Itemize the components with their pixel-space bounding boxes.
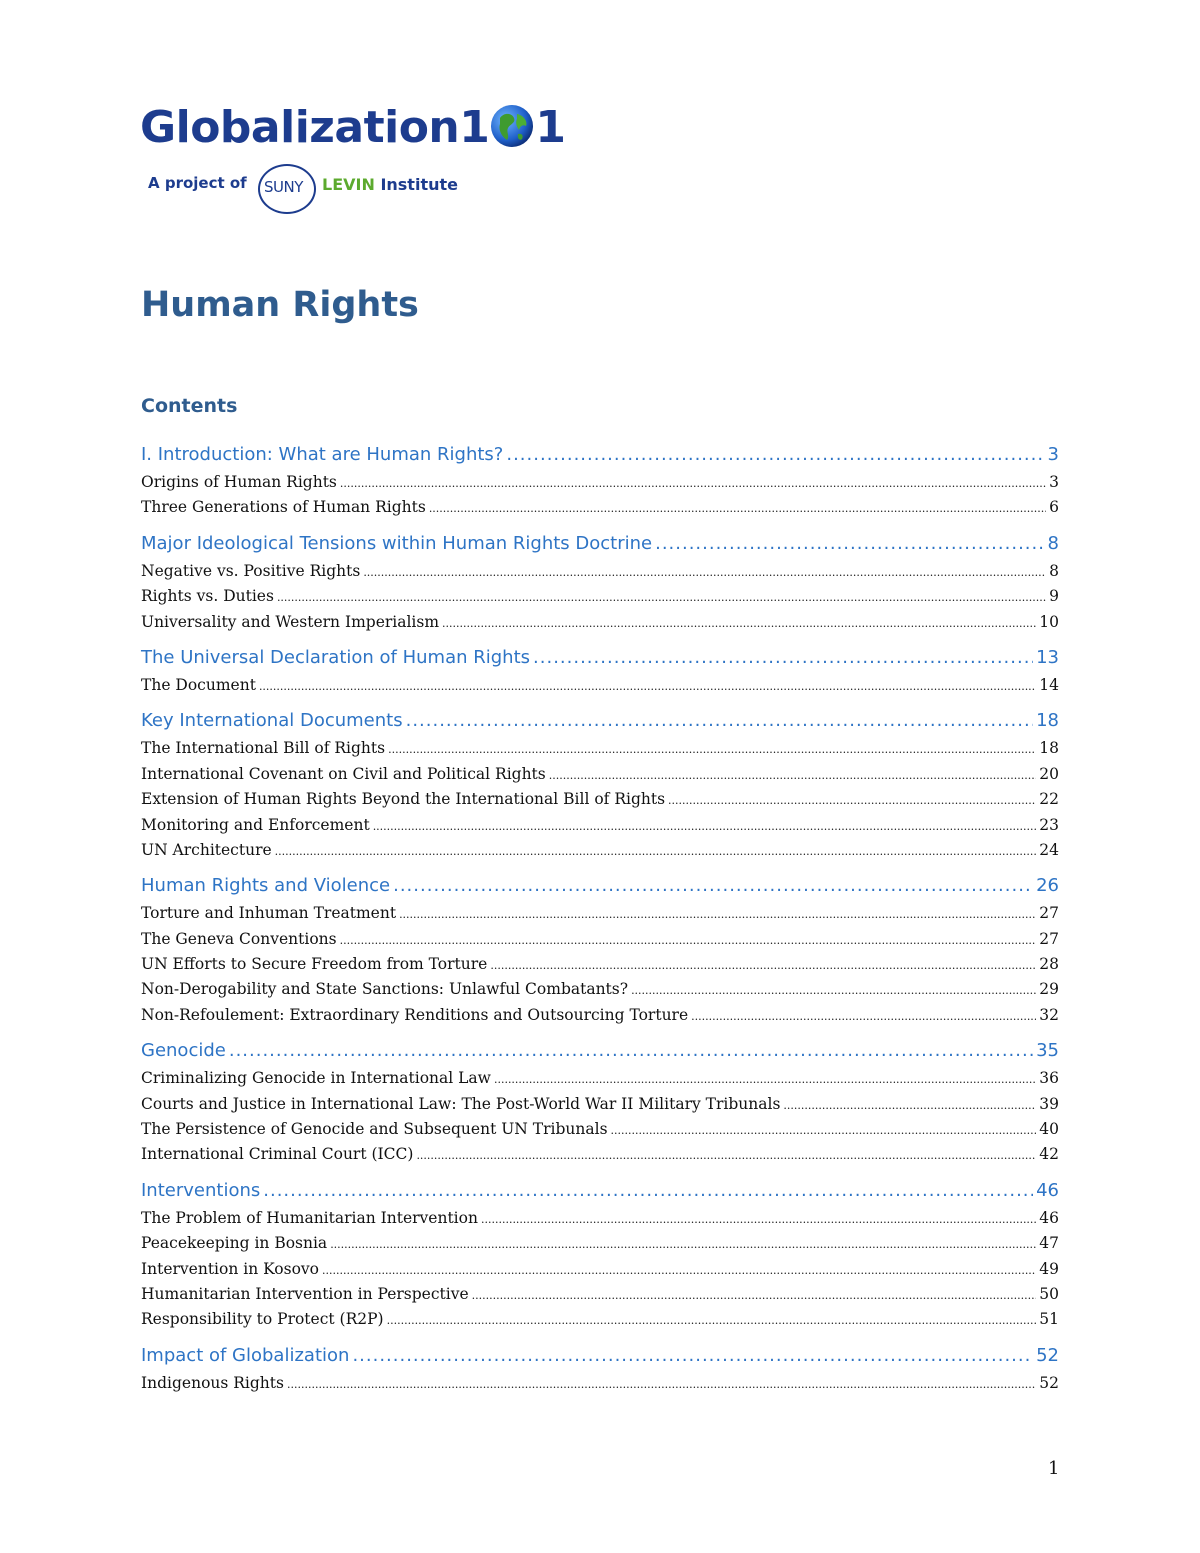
dot-leader [691,1003,1036,1029]
toc-subsection-link[interactable] [141,1092,1059,1117]
toc-entry-label: Negative vs. Positive Rights [141,561,361,580]
toc-entry-page: 8 [1047,532,1059,554]
levin-institute-label [322,175,458,194]
dot-leader [373,813,1037,839]
dot-leader [340,927,1037,953]
toc-entry-page: 27 [1039,929,1059,948]
toc-subsection-link[interactable] [141,901,1059,926]
toc-entry-label: The Problem of Humanitarian Intervention [141,1208,478,1227]
toc-entry-label: Peacekeeping in Bosnia [141,1234,328,1253]
toc-entry-label: Non-Refoulement: Extraordinary Renditions and Outsourcing Torture [141,1005,689,1024]
toc-entry-page: 18 [1039,739,1059,758]
toc-subsection-link[interactable] [141,1066,1059,1091]
dot-leader [330,1231,1036,1257]
toc-entry-label: The Document [141,675,256,694]
toc-entry-label: The Persistence of Genocide and Subsequent UN Tribunals [141,1120,608,1139]
toc-subsection-link[interactable] [141,1117,1059,1142]
logo-digit-one: 1 [459,102,490,153]
toc-section [141,1176,1059,1333]
toc-heading: Contents [141,395,238,417]
logo-digit-one-end: 1 [535,102,566,153]
dot-leader [611,1117,1037,1143]
toc-entry-label: International Covenant on Civil and Political Rights [141,764,546,783]
toc-subsection-link[interactable] [141,1307,1059,1332]
dot-leader [406,706,1034,736]
toc-subsection-link[interactable] [141,736,1059,761]
toc-section [141,643,1059,698]
toc-entry-page: 39 [1039,1094,1059,1113]
toc-entry-label: Three Generations of Human Rights [141,498,426,517]
dot-leader [263,1176,1033,1206]
toc-subsection-link[interactable] [141,927,1059,952]
toc-subsection-link[interactable] [141,1231,1059,1256]
toc-entry-page: 50 [1039,1284,1059,1303]
toc-entry-page: 3 [1047,444,1059,465]
toc-entry-label: Major Ideological Tensions within Human Rights Doctrine [141,532,653,554]
toc-entry-label: Non-Derogability and State Sanctions: Unlawful Combatants? [141,980,629,999]
toc-entry-label: The Geneva Conventions [141,929,337,948]
toc-section [141,706,1059,863]
toc-entry-page: 22 [1039,790,1059,809]
dot-leader [416,1142,1036,1168]
toc-entry-page: 13 [1036,646,1059,668]
toc-entry-label: Courts and Justice in International Law: The Post-World War II Military Tribunals [141,1094,781,1113]
dot-leader [277,584,1046,610]
page-title: Human Rights [141,285,419,325]
toc-entry-page: 8 [1049,561,1059,580]
toc-entry-label: I. Introduction: What are Human Rights? [141,444,504,465]
logo-subtitle: A project of [148,174,247,192]
toc-subsection-link[interactable] [141,787,1059,812]
globalization101-logo [140,86,610,226]
toc-entry-label: UN Efforts to Secure Freedom from Torture [141,955,488,974]
toc-entry-label: Key International Documents [141,710,403,732]
dot-leader [655,529,1044,559]
toc-entry-page: 26 [1036,875,1059,897]
toc-entry-page: 18 [1036,710,1059,732]
toc-entry-label: Intervention in Kosovo [141,1259,319,1278]
toc-entry-page: 46 [1036,1179,1059,1201]
toc-section [141,440,1059,521]
toc-entry-page: 47 [1039,1234,1059,1253]
toc-subsection-link[interactable] [141,1282,1059,1307]
toc-section-link[interactable] [141,1176,1059,1206]
dot-leader [259,673,1036,699]
toc-entry-label: The Universal Declaration of Human Rights [141,646,531,668]
toc-entry-page: 23 [1039,815,1059,834]
dot-leader [494,1066,1036,1092]
toc-entry-label: International Criminal Court (ICC) [141,1145,414,1164]
toc-subsection-link[interactable] [141,1142,1059,1167]
toc-entry-label: Indigenous Rights [141,1373,284,1392]
toc-entry-page: 35 [1036,1040,1059,1062]
toc-entry-label: Human Rights and Violence [141,875,391,897]
toc-entry-page: 52 [1036,1344,1059,1366]
toc-entry-page: 32 [1039,1005,1059,1024]
logo-title [140,102,566,153]
toc-subsection-link[interactable] [141,470,1059,495]
dot-leader [783,1092,1036,1118]
toc-entry-page: 36 [1039,1069,1059,1088]
toc-entry-page: 9 [1049,587,1059,606]
dot-leader [388,736,1036,762]
dot-leader [442,610,1036,636]
toc-subsection-link[interactable] [141,673,1059,698]
toc-entry-label: Responsibility to Protect (R2P) [141,1310,384,1329]
toc-entry-page: 3 [1049,473,1059,491]
logo-wordmark: Globalization [140,102,460,153]
toc-subsection-link[interactable] [141,495,1059,520]
toc-entry-page: 51 [1039,1310,1059,1329]
toc-subsection-link[interactable] [141,762,1059,787]
dot-leader [322,1257,1036,1283]
toc-entry-label: UN Architecture [141,840,272,859]
dot-leader [363,559,1046,585]
toc-section [141,529,1059,635]
dot-leader [275,838,1037,864]
toc-entry-page: 40 [1039,1120,1059,1139]
toc-entry-page: 46 [1039,1208,1059,1227]
dot-leader [533,643,1033,673]
toc-entry-label: Impact of Globalization [141,1344,350,1366]
dot-leader [229,1036,1033,1066]
dot-leader [352,1341,1033,1371]
page-number: 1 [1048,1458,1060,1479]
toc-section-link[interactable] [141,529,1059,559]
toc-subsection-link[interactable] [141,1371,1059,1396]
toc-section-link[interactable] [141,1036,1059,1066]
toc-section [141,1341,1059,1396]
dot-leader [668,787,1036,813]
toc-entry-label: Rights vs. Duties [141,587,274,606]
dot-leader [429,495,1046,521]
toc-subsection-link[interactable] [141,584,1059,609]
toc-entry-label: Criminalizing Genocide in International Law [141,1069,491,1088]
toc-entry-page: 14 [1039,675,1059,694]
toc-entry-label: Universality and Western Imperialism [141,612,440,631]
toc-subsection-link[interactable] [141,610,1059,635]
dot-leader [490,952,1036,978]
toc-subsection-link[interactable] [141,1206,1059,1231]
dot-leader [287,1371,1036,1397]
toc-entry-page: 42 [1039,1145,1059,1164]
toc-entry-label: Extension of Human Rights Beyond the International Bill of Rights [141,790,666,809]
dot-leader [399,901,1036,927]
toc-subsection-link[interactable] [141,838,1059,863]
toc-entry-page: 49 [1039,1259,1059,1278]
toc-entry-page: 52 [1039,1373,1059,1392]
toc-subsection-link[interactable] [141,1257,1059,1282]
globe-icon [490,104,534,148]
toc-section [141,1036,1059,1168]
dot-leader [387,1307,1037,1333]
dot-leader [481,1206,1036,1232]
toc-subsection-link[interactable] [141,1003,1059,1028]
toc-entry-page: 10 [1039,612,1059,631]
dot-leader [340,470,1046,496]
toc-entry-page: 20 [1039,764,1059,783]
institute-word: Institute [380,175,458,194]
toc-subsection-link[interactable] [141,813,1059,838]
toc-entry-label: Humanitarian Intervention in Perspective [141,1284,469,1303]
toc-entry-label: Origins of Human Rights [141,473,337,491]
dot-leader [631,977,1036,1003]
toc-subsection-link[interactable] [141,952,1059,977]
dot-leader [506,440,1044,470]
toc-subsection-link[interactable] [141,977,1059,1002]
toc-entry-label: Interventions [141,1179,261,1201]
toc-entry-page: 27 [1039,904,1059,923]
dot-leader [393,871,1033,901]
toc-entry-page: 29 [1039,980,1059,999]
levin-word: LEVIN [322,175,375,194]
toc-entry-page: 24 [1039,840,1059,859]
toc-subsection-link[interactable] [141,559,1059,584]
toc-entry-page: 6 [1049,498,1059,517]
table-of-contents [141,440,1059,1404]
toc-entry-label: Genocide [141,1040,226,1062]
toc-entry-label: Torture and Inhuman Treatment [141,904,397,923]
toc-entry-label: The International Bill of Rights [141,739,386,758]
suny-label: SUNY [264,178,303,196]
toc-section [141,871,1059,1028]
toc-section-link[interactable] [141,871,1059,901]
toc-entry-label: Monitoring and Enforcement [141,815,370,834]
toc-section-link[interactable] [141,440,1059,470]
toc-entry-page: 28 [1039,955,1059,974]
dot-leader [472,1282,1037,1308]
toc-section-link[interactable] [141,706,1059,736]
dot-leader [549,762,1037,788]
toc-section-link[interactable] [141,1341,1059,1371]
toc-section-link[interactable] [141,643,1059,673]
